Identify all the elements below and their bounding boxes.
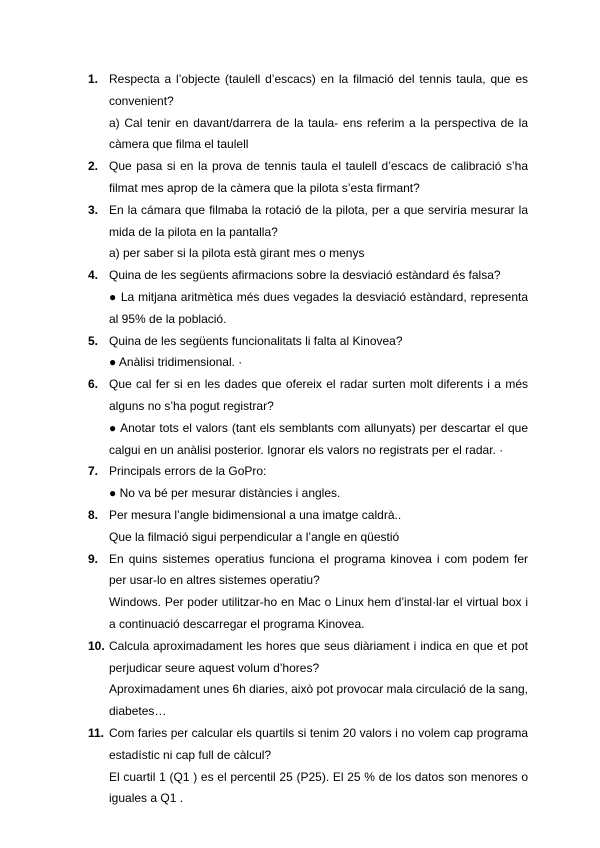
question-text: Que cal fer si en les dades que ofereix el radar surten molt diferents i a més alguns no s’ha pogut registrar? [109,377,528,413]
answer-text: a) Cal tenir en davant/darrera de la taula- ens referim a la perspectiva de la càmera que filma el taulell [109,115,528,152]
answer-text: ● La mitjana aritmètica més dues vegades la desviació estàndard, representa al 95% de la població. [109,289,528,326]
list-item [88,265,528,330]
question-text: Quina de les següents funcionalitats li falta al Kinovea? [109,333,403,348]
question-text: En quins sistemes operatius funciona el programa kinovea i com podem fer per usar-lo en altres sistemes operatiu? [109,551,528,588]
answer-text: ● No va bé per mesurar distàncies i angles. [109,486,341,501]
question-text: Que pasa si en la prova de tennis taula el taulell d’escacs de calibració s’ha filmat mes aprop de la càmera que la pilota s’esta firmant? [109,159,528,195]
list-item [88,636,528,723]
list-item [88,156,528,200]
question-text: En la cámara que filmaba la rotació de la pilota, per a que serviria mesurar la mida de la pilota en la pantalla? [109,202,528,239]
item-number: 1. [88,72,99,86]
answer-text: Que la filmació sigui perpendicular a l’angle en qüestió [109,529,400,544]
item-number: 8. [88,507,99,522]
question-text: Calcula aproximadament les hores que seus diàriament i indica en que et pot perjudicar seure aquest volum d’hores? [109,638,528,675]
list-item [88,331,528,375]
item-number: 9. [88,551,99,566]
question-text: Principals errors de la GoPro: [109,464,267,479]
item-number: 2. [88,159,99,174]
list-item [88,549,528,636]
question-text: Per mesura l’angle bidimensional a una imatge caldrà.. [109,507,402,522]
item-number: 4. [88,268,99,283]
question-list [88,69,528,810]
answer-text: ● Anotar tots el valors (tant els semblants com allunyats) per descartar el que calgui en un anàlisi posterior. Ignorar els valors no registrats per el radar. · [109,420,528,457]
question-text: Quina de les següents afirmacions sobre la desviació estàndard és falsa? [109,268,501,283]
answer-text: a) per saber si la pilota està girant mes o menys [109,246,365,261]
list-item [88,200,528,265]
answer-text: Windows. Per poder utilitzar-ho en Mac o Linux hem d’instal·lar el virtual box i a continuació descarregar el programa Kinovea. [109,595,528,631]
list-item [88,461,528,505]
item-number: 6. [88,377,99,392]
item-number: 11. [88,725,105,740]
item-number: 7. [88,464,99,479]
answer-text: Aproximadament unes 6h diaries, això pot provocar mala circulació de la sang, diabetes… [109,682,528,719]
question-text: Com faries per calcular els quartils si tenim 20 valors i no volem cap programa estadístic ni cap full de càlcul? [109,725,528,762]
list-item [88,374,528,461]
item-number: 5. [88,333,99,348]
list-item [88,723,528,810]
list-item [88,69,528,156]
answer-text: ● Anàlisi tridimensional. · [109,355,243,370]
question-text: Respecta a l’objecte (taulell d’escacs) en la filmació del tennis taula, que es convenient? [109,72,528,108]
item-number: 3. [88,202,99,217]
item-number: 10. [88,638,105,653]
list-item [88,505,528,549]
answer-text: El cuartil 1 (Q1 ) es el percentil 25 (P25). El 25 % de los datos son menores o iguales a Q1 . [109,769,528,806]
